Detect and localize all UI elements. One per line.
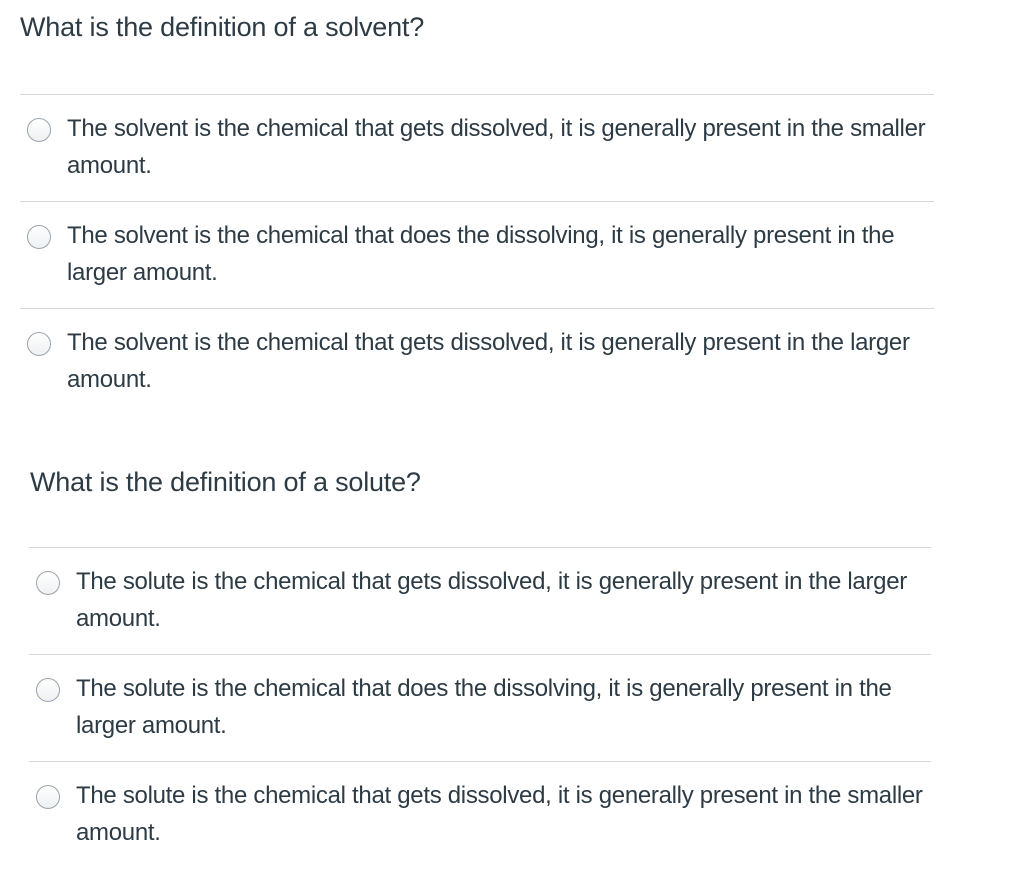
answer-label[interactable]: The solvent is the chemical that gets dissolved, it is generally present in the smaller amount. <box>67 115 926 179</box>
answer-option[interactable] <box>20 95 934 202</box>
answer-label[interactable]: The solute is the chemical that does the dissolving, it is generally present in the larger amount. <box>76 675 892 739</box>
answer-list <box>20 94 934 415</box>
radio-button[interactable] <box>27 225 51 249</box>
answer-option[interactable] <box>29 762 931 868</box>
question-solvent <box>20 0 940 393</box>
radio-button[interactable] <box>36 571 60 595</box>
answer-option[interactable] <box>29 548 931 655</box>
radio-button[interactable] <box>27 332 51 356</box>
answer-option[interactable] <box>20 202 934 309</box>
radio-button[interactable] <box>27 118 51 142</box>
answer-label[interactable]: The solute is the chemical that gets dissolved, it is generally present in the larger amount. <box>76 568 907 632</box>
question-text: What is the definition of a solvent? <box>20 12 425 42</box>
answer-label[interactable]: The solvent is the chemical that does the dissolving, it is generally present in the larger amount. <box>67 222 895 286</box>
answer-label[interactable]: The solvent is the chemical that gets dissolved, it is generally present in the larger amount. <box>67 329 910 393</box>
answer-list <box>29 547 931 868</box>
answer-option[interactable] <box>29 655 931 762</box>
question-text: What is the definition of a solute? <box>30 467 421 497</box>
radio-button[interactable] <box>36 678 60 702</box>
question-solute <box>29 455 949 846</box>
radio-button[interactable] <box>36 785 60 809</box>
answer-label[interactable]: The solute is the chemical that gets dissolved, it is generally present in the smaller amount. <box>76 782 923 846</box>
answer-option[interactable] <box>20 309 934 415</box>
